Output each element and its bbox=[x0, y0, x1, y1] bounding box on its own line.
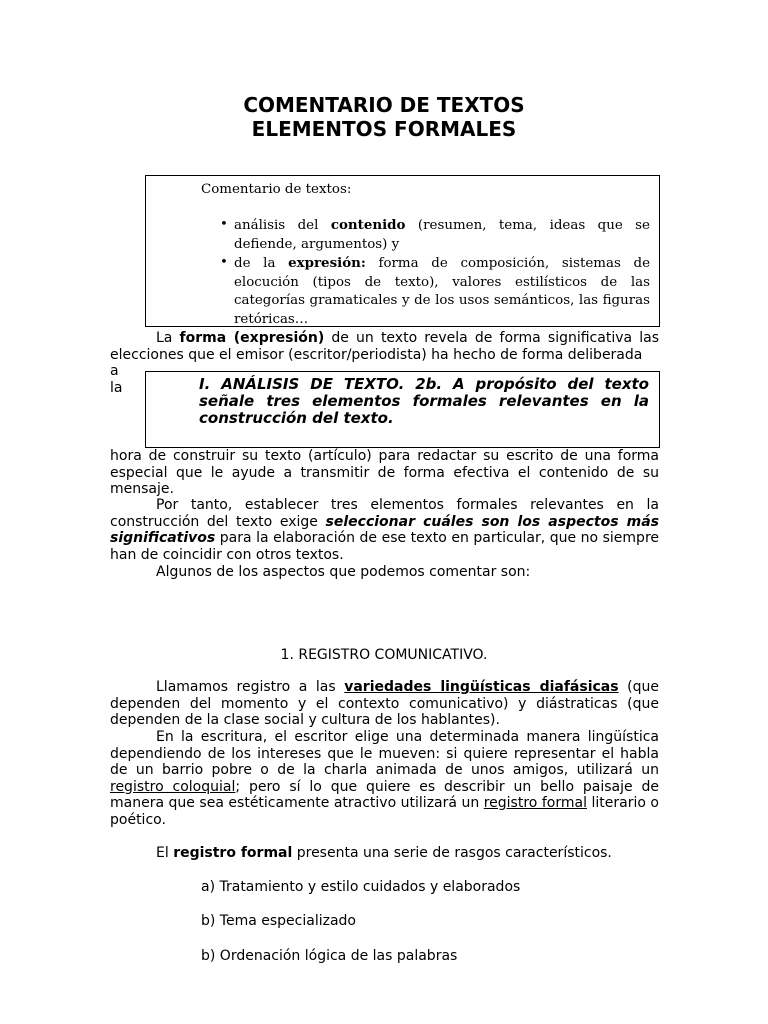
paragraph-aspectos: Algunos de los aspectos que podemos comentar son: bbox=[156, 564, 531, 580]
list-item: b) Ordenación lógica de las palabras bbox=[201, 948, 458, 964]
paragraph-forma: La forma (expresión) de un texto revela de forma significativa las elecciones que el emisor (escritor/periodista) ha hecho de forma deliberada bbox=[110, 330, 659, 363]
bullet-icon: • bbox=[220, 255, 228, 270]
page-title: COMENTARIO DE TEXTOS bbox=[243, 93, 525, 117]
summary-list bbox=[220, 216, 650, 329]
list-item: a) Tratamiento y estilo cuidados y elaborados bbox=[201, 879, 521, 895]
paragraph-hora: hora de construir su texto (artículo) para redactar su escrito de una forma especial que le ayude a transmitir de forma efectiva el contenido de su mensaje. bbox=[110, 448, 659, 497]
list-item: b) Tema especializado bbox=[201, 913, 356, 929]
paragraph-escritura: En la escritura, el escritor elige una determinada manera lingüística dependiendo de los intereses que le mueven: si quiere representar el habla de un barrio pobre o de la charla animada de unos amigos, utilizará un registro coloquial; pero sí lo que quiere es describir un bello paisaje de manera que sea estéticamente atractivo utilizará un registro formal literario o poético. bbox=[110, 729, 660, 828]
section-heading-registro: 1. REGISTRO COMUNICATIVO. bbox=[280, 647, 488, 663]
summary-item-content: • análisis del contenido (resumen, tema, ideas que se defiende, argumentos) y bbox=[220, 217, 650, 252]
summary-box-heading: Comentario de textos: bbox=[201, 182, 352, 197]
page-subtitle: ELEMENTOS FORMALES bbox=[251, 117, 517, 141]
paragraph-fragment-la: la bbox=[110, 380, 123, 396]
paragraph-llamamos: Llamamos registro a las variedades lingüísticas diafásicas (que dependen del momento y el contexto comunicativo) y diástraticas (que dependen de la clase social y cultura de los hablantes). bbox=[110, 679, 659, 728]
paragraph-registro-formal: El registro formal presenta una serie de rasgos característicos. bbox=[156, 845, 612, 861]
summary-item-expression: • de la expresión: forma de composición, sistemas de elocución (tipos de texto), valores estilísticos de las categorías gramaticales y de los usos semánticos, las figuras retóricas… bbox=[220, 255, 650, 327]
summary-box bbox=[145, 175, 660, 327]
exercise-prompt: I. ANÁLISIS DE TEXTO. 2b. A propósito del texto señale tres elementos formales relevantes en la construcción del texto. bbox=[199, 375, 649, 427]
paragraph-por-tanto: Por tanto, establecer tres elementos formales relevantes en la construcción del texto exige seleccionar cuáles son los aspectos más significativos para la elaboración de ese texto en particular, que no siempre han de coincidir con otros textos. bbox=[110, 497, 659, 563]
bullet-icon: • bbox=[220, 217, 228, 232]
exercise-box bbox=[145, 371, 660, 448]
paragraph-fragment-a: a bbox=[110, 363, 119, 379]
